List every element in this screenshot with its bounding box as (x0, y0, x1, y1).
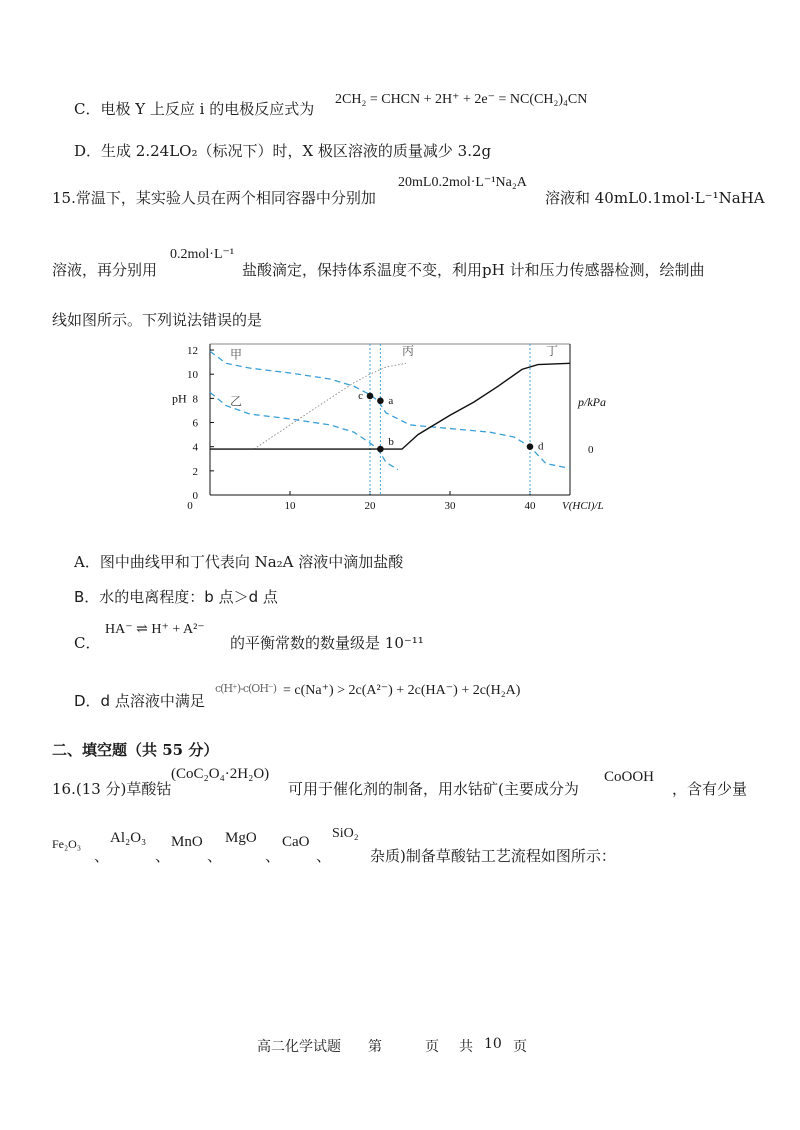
q15-line2-prefix: 溶液，再分别用 (52, 261, 158, 279)
footer-total-word: 共 (459, 1039, 473, 1055)
q16-impurity-cao: CaO (282, 834, 310, 850)
q16-impurity-mno: MnO (171, 834, 203, 850)
y-tick-label: 6 (192, 417, 198, 430)
q15-line2-formula: 0.2mol·L⁻¹ (170, 247, 235, 262)
y-tick-label: 12 (187, 345, 198, 358)
point-b (377, 446, 384, 453)
q16-impurity-mgo: MgO (225, 830, 257, 846)
q15-option-d-blurred: c(H⁺)-c(OH⁻) (215, 682, 277, 695)
q16-line1-formula: (CoC₂O₄·2H₂O) (171, 766, 270, 782)
curve-label: 丁 (546, 343, 559, 358)
q16-impurity-al2o3: Al₂O₃ (110, 830, 147, 846)
footer-page-unit: 页 (425, 1039, 439, 1055)
curve-label: 甲 (230, 347, 243, 362)
q16-separator: 、 (207, 847, 223, 865)
q16-impurity-fe2o3: Fe₂O₃ (52, 837, 82, 851)
footer-subject: 高二化学试题 (257, 1039, 341, 1055)
q14-option-c-text: C．电极 Y 上反应 i 的电极反应式为 (74, 100, 315, 118)
y-tick-label: 2 (192, 465, 198, 478)
q15-line1-formula: 20mL0.2mol·L⁻¹Na₂A (398, 175, 527, 190)
x-tick-label: 20 (364, 500, 376, 512)
q15-option-d-prefix: D．d 点溶液中满足 (74, 692, 205, 710)
q15-line1-prefix: 15.常温下，某实验人员在两个相同容器中分别加 (52, 189, 376, 207)
q16-line1-formula2: CoOOH (604, 769, 655, 785)
x-axis-label: V(HCl)/L (562, 500, 604, 512)
point-d (527, 443, 534, 450)
footer-total-unit: 页 (513, 1039, 527, 1055)
point-label: a (388, 394, 394, 407)
q16-line1-mid: 可用于催化剂的制备，用水钴矿(主要成分为 (288, 780, 579, 798)
x-tick-label: 40 (524, 500, 536, 512)
q14-option-c-formula: 2CH₂ = CHCN + 2H⁺ + 2e⁻ = NC(CH₂)₄CN (335, 92, 588, 107)
q15-line3: 线如图所示。下列说法错误的是 (52, 311, 263, 329)
q16-line2-suffix: 杂质)制备草酸钴工艺流程如图所示： (370, 847, 616, 865)
y-right-axis-label: p/kPa (578, 394, 606, 409)
q16-line1-suffix: ，含有少量 (672, 780, 748, 798)
curve-label: 丙 (402, 343, 415, 358)
series-line-丙 (254, 363, 406, 449)
y-tick-label: 0 (192, 490, 198, 502)
q15-line1-suffix: 溶液和 40mL0.1mol·L⁻¹NaHA (545, 189, 765, 207)
y-axis-label: pH (172, 391, 187, 406)
footer-total: 10 (484, 1036, 502, 1052)
x-tick-label: 30 (444, 500, 456, 512)
q15-option-d-formula: = c(Na⁺) > 2c(A²⁻) + 2c(HA⁻) + 2c(H₂A) (283, 683, 521, 698)
point-label: d (538, 440, 544, 453)
titration-chart (160, 338, 606, 512)
q15-line2-suffix: 盐酸滴定，保持体系温度不变，利用pH 计和压力传感器检测，绘制曲 (242, 261, 705, 279)
point-c (367, 393, 374, 400)
q15-option-c-suffix: 的平衡常数的数量级是 10⁻¹¹ (230, 634, 424, 652)
section-2-heading: 二、填空题（共 55 分） (52, 741, 219, 759)
point-a (377, 397, 384, 404)
point-label: b (388, 436, 394, 449)
x-origin-label: 0 (187, 500, 193, 512)
q16-impurity-sio2: SiO₂ (332, 826, 359, 841)
q14-option-c (74, 98, 314, 119)
y-right-tick-label: 0 (588, 444, 594, 457)
q15-option-b: B．水的电离程度：b 点＞d 点 (74, 588, 278, 606)
q15-option-c-label: C． (74, 634, 101, 652)
series-line-甲 (210, 351, 570, 468)
q15-option-c-formula: HA⁻ ⇌ H⁺ + A²⁻ (105, 622, 205, 637)
q16-separator: 、 (316, 847, 332, 865)
q16-separator: 、 (265, 847, 281, 865)
curve-label: 乙 (230, 394, 243, 409)
x-tick-label: 10 (284, 500, 296, 512)
q14-option-d: D．生成 2.24LO₂（标况下）时，X 极区溶液的质量减少 3.2g (74, 142, 492, 160)
y-tick-label: 10 (187, 369, 198, 382)
q16-separator: 、 (94, 847, 110, 865)
q15-option-a: A．图中曲线甲和丁代表向 Na₂A 溶液中滴加盐酸 (74, 553, 404, 571)
footer-page-word: 第 (368, 1039, 382, 1055)
q16-separator: 、 (155, 847, 171, 865)
y-tick-label: 8 (192, 393, 198, 406)
point-label: c (358, 389, 363, 402)
y-tick-label: 4 (192, 441, 198, 454)
q16-line1-prefix: 16.(13 分)草酸钴 (52, 780, 172, 798)
